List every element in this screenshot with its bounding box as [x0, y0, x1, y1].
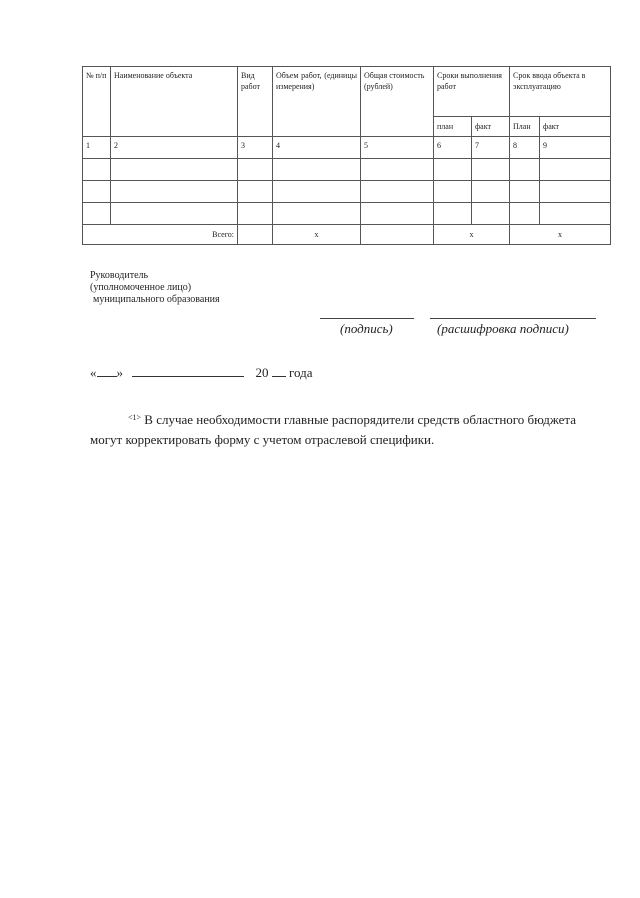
header-plan-commission: План	[510, 117, 540, 137]
signature-line	[320, 318, 414, 319]
day-blank	[97, 364, 117, 377]
index-cell: 5	[361, 137, 434, 159]
empty-row	[83, 203, 611, 225]
empty-cell	[472, 159, 510, 181]
empty-cell	[238, 225, 273, 245]
signatory-block	[90, 270, 220, 306]
empty-cell	[434, 159, 472, 181]
year-blank	[272, 364, 286, 377]
year-prefix: 20	[255, 365, 269, 380]
footnote	[90, 410, 600, 450]
empty-cell	[540, 159, 611, 181]
header-commission: Срок ввода объекта в эксплуатацию	[510, 67, 611, 117]
empty-cell	[510, 159, 540, 181]
total-terms: x	[434, 225, 510, 245]
empty-cell	[273, 181, 361, 203]
empty-cell	[434, 181, 472, 203]
empty-cell	[83, 159, 111, 181]
month-blank	[132, 364, 244, 377]
empty-cell	[238, 159, 273, 181]
index-cell: 1	[83, 137, 111, 159]
header-terms: Сроки выполнения работ	[434, 67, 510, 117]
date-line	[90, 364, 313, 381]
report-table	[82, 66, 611, 245]
header-num: № п/п	[83, 67, 111, 137]
signatory-org: муниципального образования	[93, 294, 220, 305]
empty-cell	[540, 203, 611, 225]
header-fact-commission: факт	[540, 117, 611, 137]
decode-caption: (расшифровка подписи)	[437, 321, 569, 336]
year-suffix: года	[289, 365, 313, 380]
index-cell: 2	[111, 137, 238, 159]
index-cell: 7	[472, 137, 510, 159]
total-label: Всего:	[83, 225, 238, 245]
index-cell: 8	[510, 137, 540, 159]
empty-cell	[361, 181, 434, 203]
total-row	[83, 225, 611, 245]
index-cell: 4	[273, 137, 361, 159]
footnote-text: В случае необходимости главные распорядители средств областного бюджета могут корректировать форму с учетом отраслевой специфики.	[90, 412, 577, 447]
empty-cell	[273, 159, 361, 181]
empty-cell	[83, 203, 111, 225]
index-row	[83, 137, 611, 159]
header-fact-terms: факт	[472, 117, 510, 137]
empty-cell	[472, 181, 510, 203]
header-work-type: Вид работ	[238, 67, 273, 137]
signatory-subtitle: (уполномоченное лицо)	[90, 282, 192, 293]
signature-caption: (подпись)	[340, 321, 393, 336]
empty-cell	[540, 181, 611, 203]
empty-cell	[510, 181, 540, 203]
empty-cell	[472, 203, 510, 225]
empty-cell	[83, 181, 111, 203]
header-name: Наименование объекта	[111, 67, 238, 137]
empty-cell	[238, 203, 273, 225]
total-volume: x	[273, 225, 361, 245]
empty-cell	[273, 203, 361, 225]
open-quote: «	[90, 365, 97, 380]
empty-cell	[111, 181, 238, 203]
index-cell: 9	[540, 137, 611, 159]
signatory-title: Руководитель	[90, 270, 149, 281]
close-quote: »	[116, 365, 123, 380]
empty-cell	[361, 203, 434, 225]
header-cost: Общая стоимость (рублей)	[361, 67, 434, 137]
empty-row	[83, 159, 611, 181]
index-cell: 3	[238, 137, 273, 159]
header-volume: Объем работ, (единицы измерения)	[273, 67, 361, 137]
header-plan-terms: план	[434, 117, 472, 137]
footnote-mark: <1>	[128, 413, 142, 422]
empty-cell	[111, 159, 238, 181]
empty-row	[83, 181, 611, 203]
empty-cell	[361, 159, 434, 181]
total-commission: x	[510, 225, 611, 245]
empty-cell	[434, 203, 472, 225]
decode-line	[430, 318, 596, 319]
empty-cell	[111, 203, 238, 225]
empty-cell	[238, 181, 273, 203]
index-cell: 6	[434, 137, 472, 159]
empty-cell	[510, 203, 540, 225]
empty-cell	[361, 225, 434, 245]
